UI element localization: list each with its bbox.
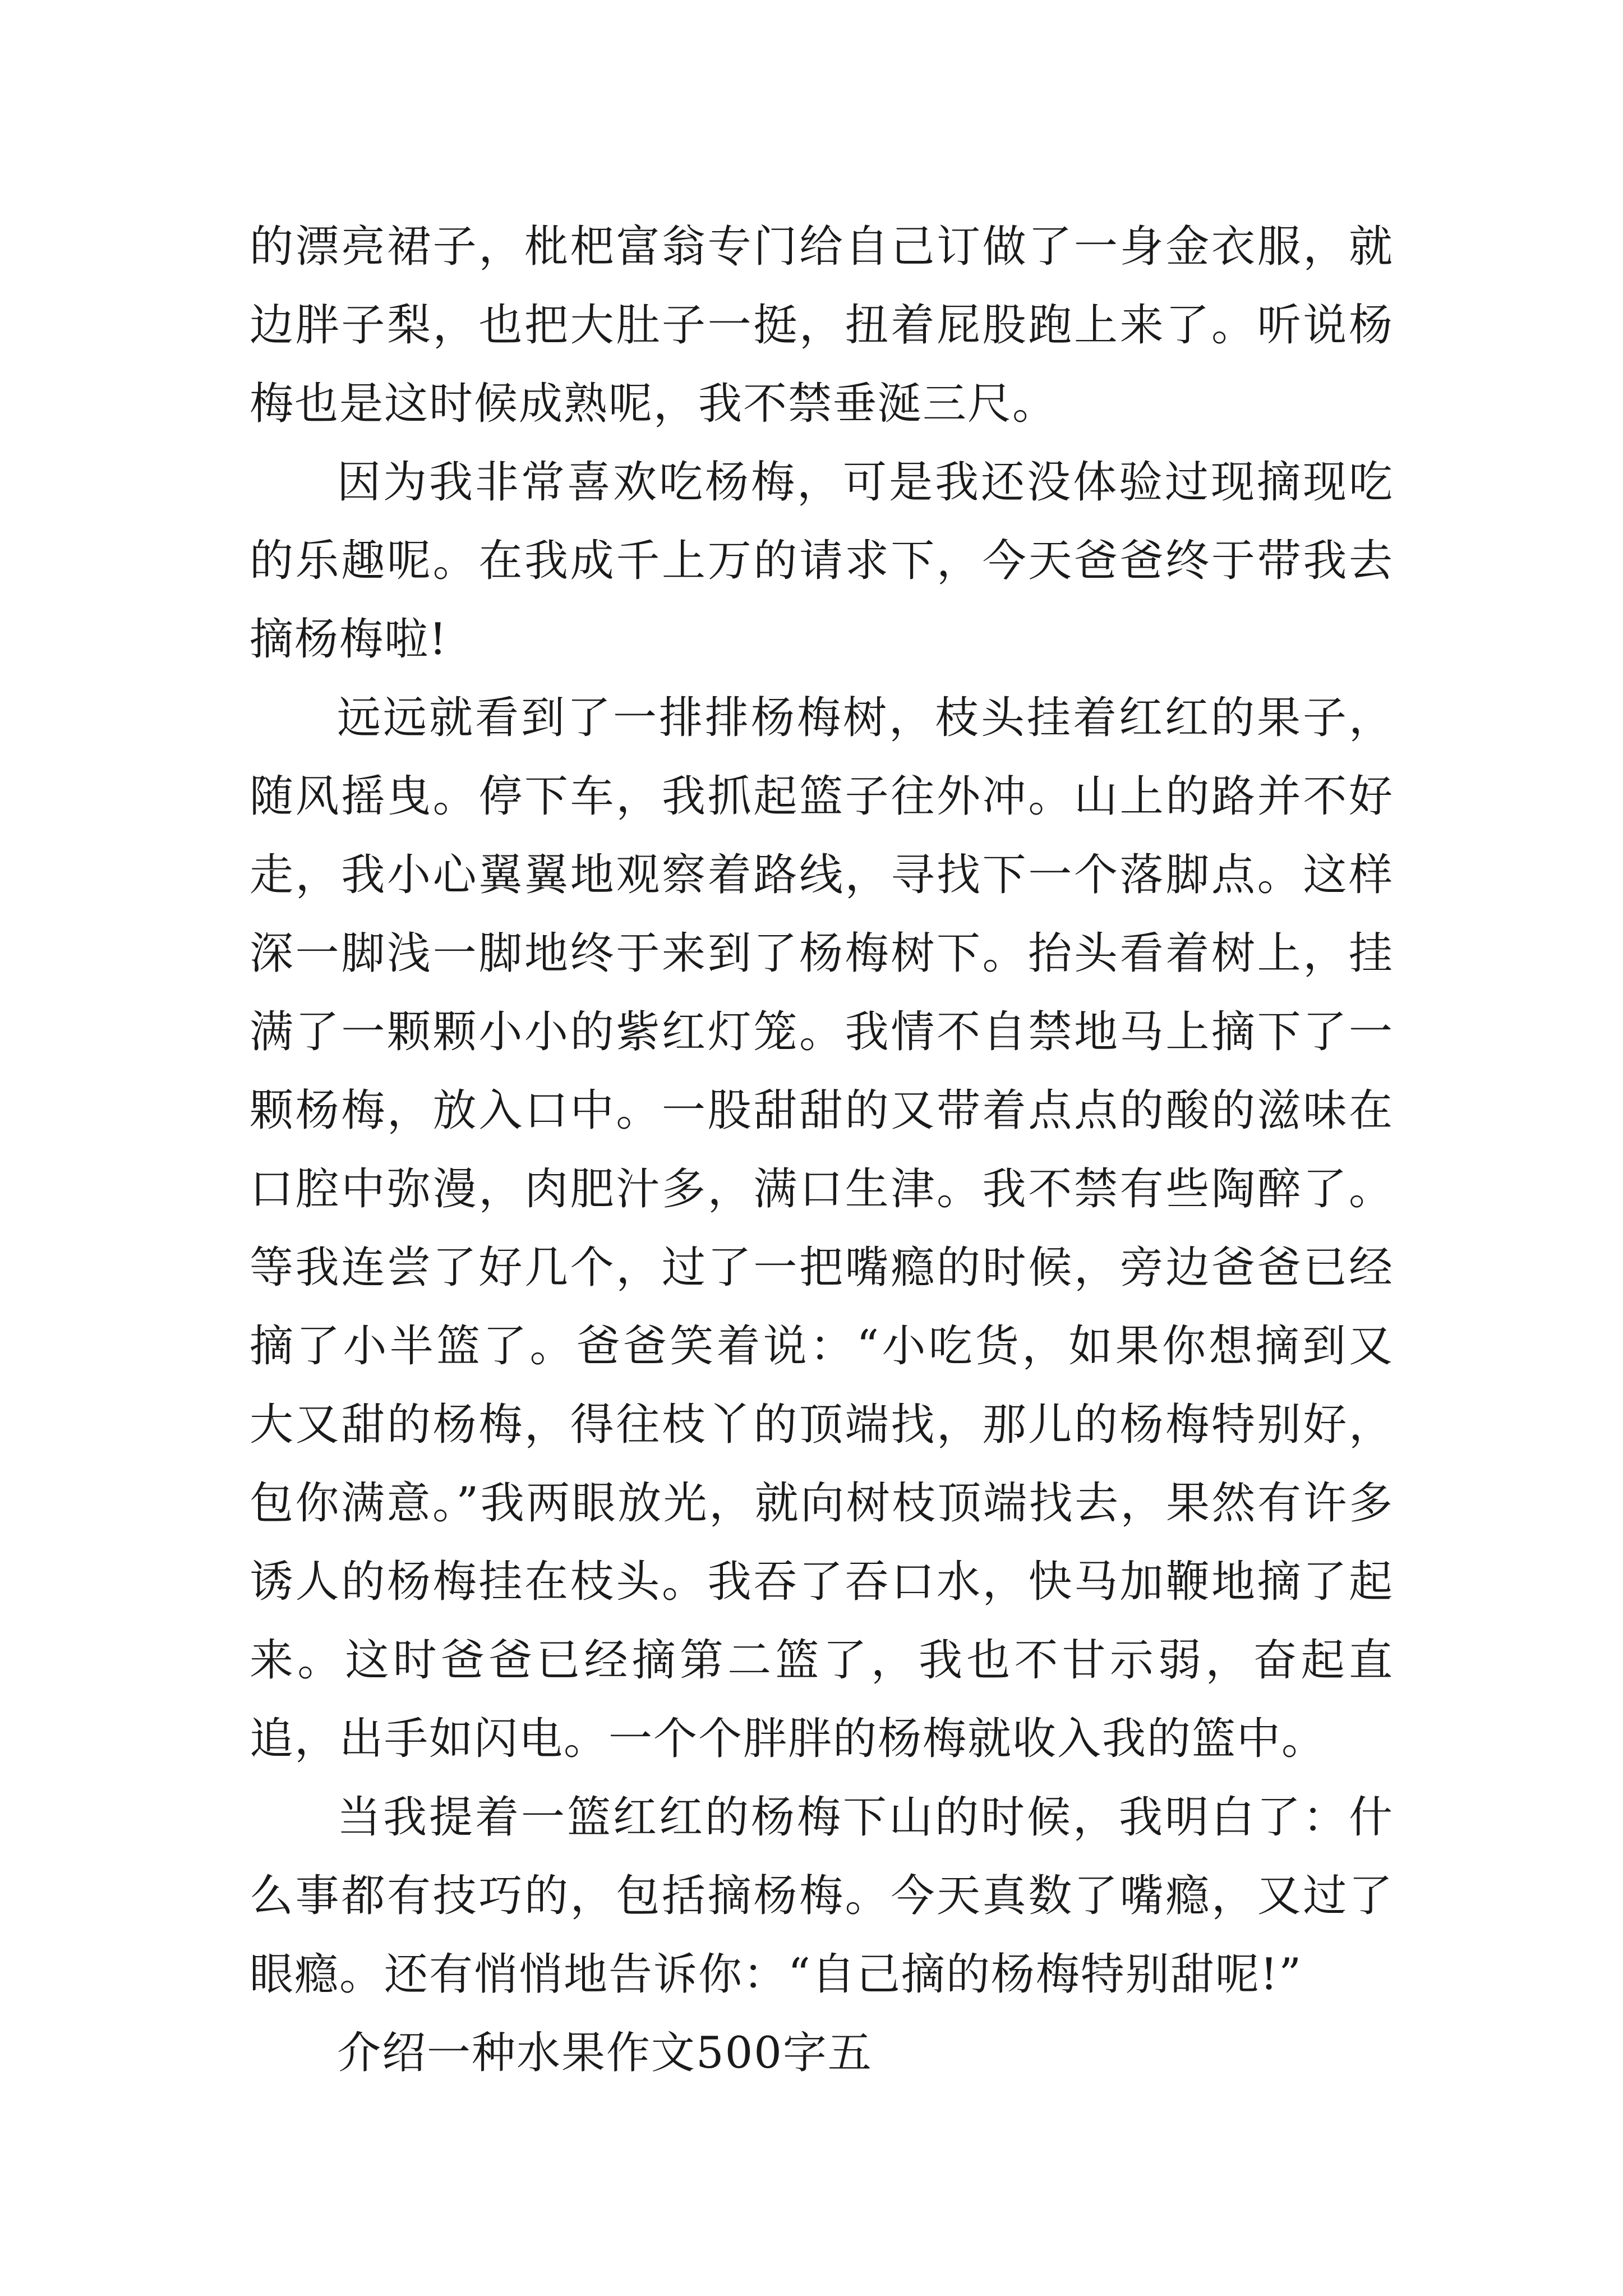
section-heading: 介绍一种水果作文500字五 bbox=[337, 2028, 873, 2078]
article-body bbox=[250, 208, 1394, 2092]
paragraph-2: 因为我非常喜欢吃杨梅，可是我还没体验过现摘现吃的乐趣呢。在我成千上万的请求下，今天爸爸终于带我去摘杨梅啦! bbox=[250, 457, 1394, 665]
paragraph-4: 当我提着一篮红红的杨梅下山的时候，我明白了：什么事都有技巧的，包括摘杨梅。今天真数了嘴瘾，又过了眼瘾。还有悄悄地告诉你：“自己摘的杨梅特别甜呢!” bbox=[250, 1792, 1394, 2000]
paragraph-1: 的漂亮裙子，枇杷富翁专门给自己订做了一身金衣服，就边胖子梨，也把大肚子一挺，扭着屁股跑上来了。听说杨梅也是这时候成熟呢，我不禁垂涎三尺。 bbox=[250, 222, 1394, 429]
paragraph-3: 远远就看到了一排排杨梅树，枝头挂着红红的果子，随风摇曳。停下车，我抓起篮子往外冲。山上的路并不好走，我小心翼翼地观察着路线，寻找下一个落脚点。这样深一脚浅一脚地终于来到了杨梅树下。抬头看着树上，挂满了一颗颗小小的紫红灯笼。我情不自禁地马上摘下了一颗杨梅，放入口中。一股甜甜的又带着点点的酸的滋味在口腔中弥漫，肉肥汁多，满口生津。我不禁有些陶醉了。等我连尝了好几个，过了一把嘴瘾的时候，旁边爸爸已经摘了小半篮了。爸爸笑着说：“小吃货，如果你想摘到又大又甜的杨梅，得往枝丫的顶端找，那儿的杨梅特别好，包你满意。”我两眼放光，就向树枝顶端找去，果然有许多诱人的杨梅挂在枝头。我吞了吞口水，快马加鞭地摘了起来。这时爸爸已经摘第二篮了，我也不甘示弱，奋起直追，出手如闪电。一个个胖胖的杨梅就收入我的篮中。 bbox=[250, 693, 1394, 1764]
